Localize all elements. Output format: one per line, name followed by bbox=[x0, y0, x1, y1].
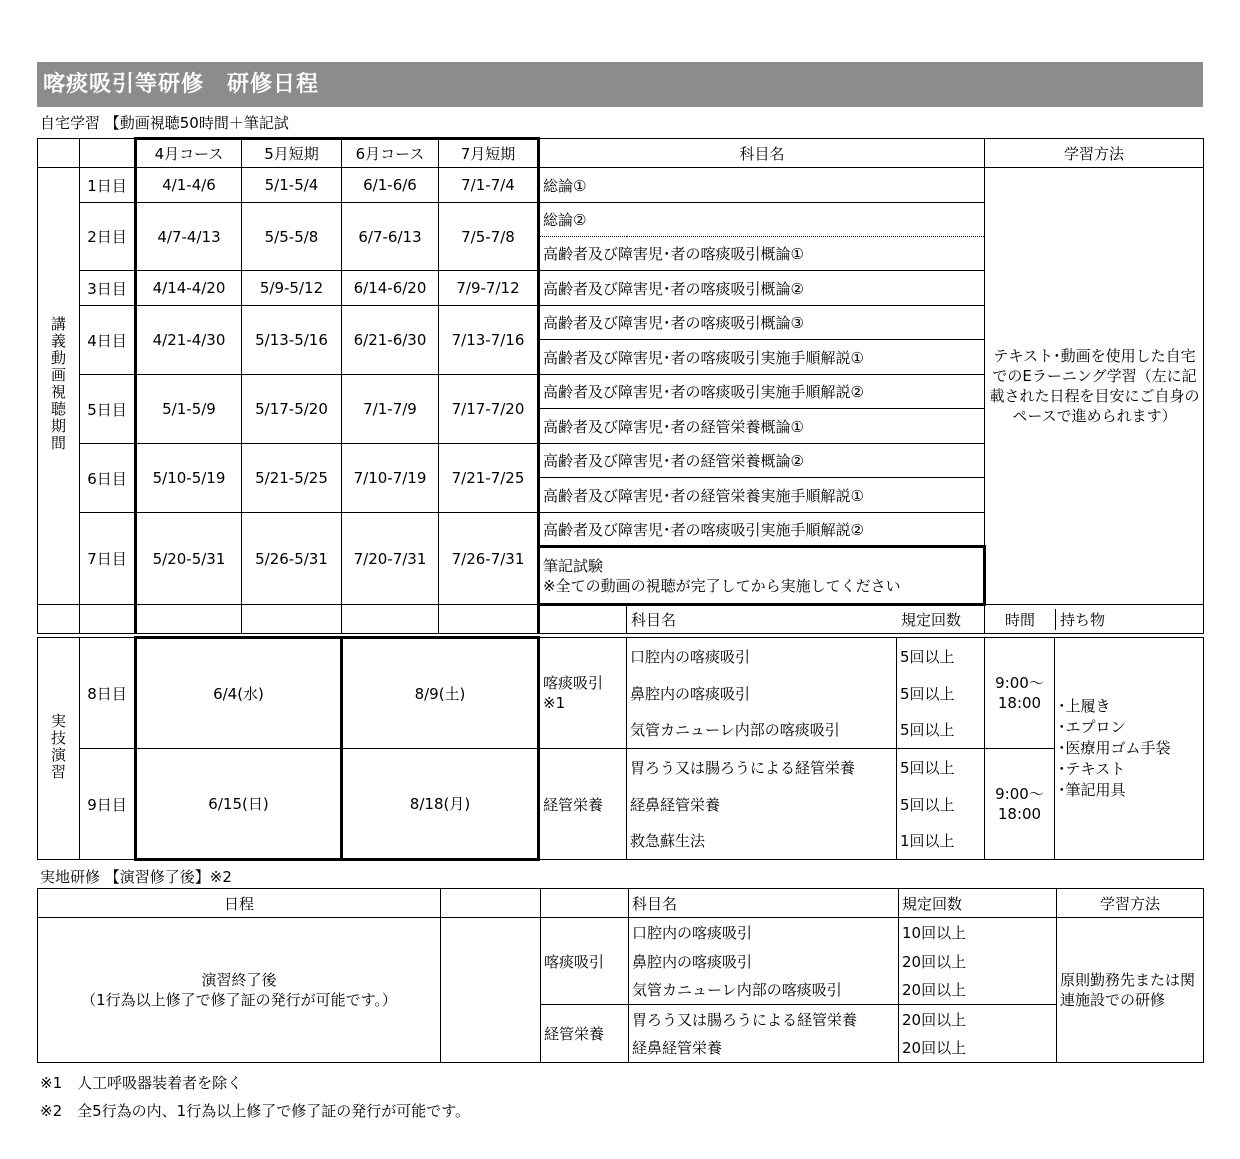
date-may: 5/17-5/20 bbox=[242, 375, 342, 444]
date-june: 6/1-6/6 bbox=[342, 168, 439, 203]
subject-item: 高齢者及び障害児･者の喀痰吸引概論① bbox=[539, 237, 985, 271]
day-label: 6日目 bbox=[80, 444, 136, 513]
date-july: 7/21-7/25 bbox=[439, 444, 539, 513]
date-course-a: 6/15(日) bbox=[136, 749, 342, 860]
subject-name: 口腔内の喀痰吸引 bbox=[627, 638, 897, 675]
category-tube-feeding: 経管栄養 bbox=[541, 1005, 629, 1063]
day-label: 5日目 bbox=[80, 375, 136, 444]
date-june: 6/7-6/13 bbox=[342, 203, 439, 271]
subject-item: 高齢者及び障害児･者の経管栄養概論① bbox=[539, 409, 985, 444]
items-list bbox=[1055, 638, 1204, 860]
header-method: 学習方法 bbox=[985, 139, 1204, 168]
date-may: 5/21-5/25 bbox=[242, 444, 342, 513]
page-title: 喀痰吸引等研修 研修日程 bbox=[37, 62, 1203, 107]
category-suction: 喀痰吸引 ※1 bbox=[539, 638, 627, 749]
date-june: 7/20-7/31 bbox=[342, 513, 439, 605]
subject-item: 高齢者及び障害児･者の喀痰吸引実施手順解説② bbox=[539, 513, 985, 547]
date-july: 7/17-7/20 bbox=[439, 375, 539, 444]
subject-item: 高齢者及び障害児･者の喀痰吸引概論② bbox=[539, 271, 985, 306]
date-may: 5/26-5/31 bbox=[242, 513, 342, 605]
required-count: 5回以上 bbox=[897, 675, 985, 712]
header-time: 時間 bbox=[985, 609, 1056, 630]
header-schedule: 日程 bbox=[38, 889, 441, 918]
required-count: 5回以上 bbox=[897, 749, 985, 786]
header-items: 持ち物 bbox=[1060, 610, 1106, 629]
date-april: 5/20-5/31 bbox=[136, 513, 242, 605]
exam-title: 筆記試験 bbox=[543, 556, 604, 575]
section2-caption: 実地研修 【演習修了後】※2 bbox=[40, 868, 232, 886]
subject-name: 胃ろう又は腸ろうによる経管栄養 bbox=[627, 749, 897, 786]
header-june-course: 6月コース bbox=[342, 139, 439, 168]
subject-name: 救急蘇生法 bbox=[627, 823, 897, 860]
required-count: 10回以上 bbox=[899, 918, 1057, 947]
required-count: 5回以上 bbox=[897, 638, 985, 675]
required-count: 20回以上 bbox=[899, 947, 1057, 976]
header-method: 学習方法 bbox=[1057, 889, 1204, 918]
category-tube-feeding: 経管栄養 bbox=[539, 749, 627, 860]
date-course-a: 6/4(水) bbox=[136, 638, 342, 749]
header-may-short: 5月短期 bbox=[242, 139, 342, 168]
date-april: 4/7-4/13 bbox=[136, 203, 242, 271]
subject-name: 口腔内の喀痰吸引 bbox=[629, 918, 899, 947]
day-label: 4日目 bbox=[80, 306, 136, 375]
required-count: 20回以上 bbox=[899, 1005, 1057, 1034]
subject-name: 鼻腔内の喀痰吸引 bbox=[629, 947, 899, 976]
date-april: 4/1-4/6 bbox=[136, 168, 242, 203]
footnote-1: ※1 人工呼吸器装着者を除く bbox=[40, 1074, 243, 1092]
date-june: 7/10-7/19 bbox=[342, 444, 439, 513]
subject-item: 総論① bbox=[539, 168, 985, 203]
field-training-table bbox=[37, 888, 1204, 1063]
date-june: 6/21-6/30 bbox=[342, 306, 439, 375]
header-july-short: 7月短期 bbox=[439, 139, 539, 168]
required-count: 5回以上 bbox=[897, 712, 985, 749]
day-label: 8日目 bbox=[80, 638, 136, 749]
lecture-schedule-table bbox=[37, 137, 1204, 634]
date-april: 5/1-5/9 bbox=[136, 375, 242, 444]
day-label: 3日目 bbox=[80, 271, 136, 306]
header-subject: 科目名 bbox=[629, 889, 899, 918]
day-label: 2日目 bbox=[80, 203, 136, 271]
header-count: 規定回数 bbox=[899, 889, 1057, 918]
learning-method: テキスト･動画を使用した自宅でのEラーニング学習（左に記載された日程を目安にご自身のペースで進められます） bbox=[985, 168, 1204, 605]
written-exam bbox=[539, 547, 985, 605]
field-schedule bbox=[38, 918, 441, 1063]
date-april: 5/10-5/19 bbox=[136, 444, 242, 513]
subject-name: 気管カニューレ内部の喀痰吸引 bbox=[627, 712, 897, 749]
item: ･テキスト bbox=[1058, 760, 1126, 778]
subject-item: 高齢者及び障害児･者の経管栄養実施手順解説① bbox=[539, 478, 985, 513]
item: ･筆記用具 bbox=[1058, 781, 1126, 799]
required-count: 1回以上 bbox=[897, 823, 985, 860]
footnote-2: ※2 全5行為の内、1行為以上修了で修了証の発行が可能です。 bbox=[40, 1102, 471, 1120]
date-june: 7/1-7/9 bbox=[342, 375, 439, 444]
header-april-course: 4月コース bbox=[136, 139, 242, 168]
practice-subject-header bbox=[627, 605, 985, 634]
date-may: 5/9-5/12 bbox=[242, 271, 342, 306]
date-may: 5/1-5/4 bbox=[242, 168, 342, 203]
category-suction: 喀痰吸引 bbox=[541, 918, 629, 1005]
time-slot: 9:00〜 18:00 bbox=[985, 749, 1055, 860]
practice-time-items-header bbox=[985, 605, 1204, 634]
subject-name: 鼻腔内の喀痰吸引 bbox=[627, 675, 897, 712]
subject-item: 高齢者及び障害児･者の喀痰吸引概論③ bbox=[539, 306, 985, 340]
subject-item: 高齢者及び障害児･者の経管栄養概論② bbox=[539, 444, 985, 478]
date-july: 7/9-7/12 bbox=[439, 271, 539, 306]
date-july: 7/13-7/16 bbox=[439, 306, 539, 375]
header-count: 規定回数 bbox=[901, 611, 962, 629]
date-june: 6/14-6/20 bbox=[342, 271, 439, 306]
date-course-b: 8/18(月) bbox=[342, 749, 539, 860]
date-course-b: 8/9(土) bbox=[342, 638, 539, 749]
field-method: 原則勤務先または関連施設での研修 bbox=[1057, 918, 1204, 1063]
required-count: 5回以上 bbox=[897, 786, 985, 823]
subject-name: 経鼻経管栄養 bbox=[627, 786, 897, 823]
item: ･医療用ゴム手袋 bbox=[1058, 739, 1171, 757]
header-subject: 科目名 bbox=[631, 611, 677, 629]
required-count: 20回以上 bbox=[899, 976, 1057, 1005]
day-label: 7日目 bbox=[80, 513, 136, 605]
time-slot: 9:00〜 18:00 bbox=[985, 638, 1055, 749]
period-label: 講義動画視聴期間 bbox=[38, 168, 80, 605]
day-label: 9日目 bbox=[80, 749, 136, 860]
practice-table bbox=[37, 636, 1204, 861]
date-may: 5/5-5/8 bbox=[242, 203, 342, 271]
required-count: 20回以上 bbox=[899, 1034, 1057, 1063]
subject-name: 経鼻経管栄養 bbox=[629, 1034, 899, 1063]
exam-note: ※全ての動画の視聴が完了してから実施してください bbox=[543, 576, 901, 595]
date-may: 5/13-5/16 bbox=[242, 306, 342, 375]
subject-item: 高齢者及び障害児･者の喀痰吸引実施手順解説② bbox=[539, 375, 985, 409]
date-july: 7/26-7/31 bbox=[439, 513, 539, 605]
section1-caption: 自宅学習 【動画視聴50時間＋筆記試 bbox=[40, 114, 289, 132]
day-label: 1日目 bbox=[80, 168, 136, 203]
subject-item: 高齢者及び障害児･者の喀痰吸引実施手順解説① bbox=[539, 340, 985, 375]
header-subject: 科目名 bbox=[539, 139, 985, 168]
practice-label: 実技演習 bbox=[38, 638, 80, 860]
item: ･上履き bbox=[1058, 697, 1111, 715]
date-july: 7/5-7/8 bbox=[439, 203, 539, 271]
subject-name: 胃ろう又は腸ろうによる経管栄養 bbox=[629, 1005, 899, 1034]
date-july: 7/1-7/4 bbox=[439, 168, 539, 203]
schedule-note: （1行為以上修了で修了証の発行が可能です。） bbox=[81, 991, 397, 1009]
date-april: 4/14-4/20 bbox=[136, 271, 242, 306]
item: ･エプロン bbox=[1058, 718, 1126, 736]
subject-name: 気管カニューレ内部の喀痰吸引 bbox=[629, 976, 899, 1005]
date-april: 4/21-4/30 bbox=[136, 306, 242, 375]
subject-item: 総論② bbox=[539, 203, 985, 237]
schedule-line: 演習終了後 bbox=[201, 971, 277, 989]
